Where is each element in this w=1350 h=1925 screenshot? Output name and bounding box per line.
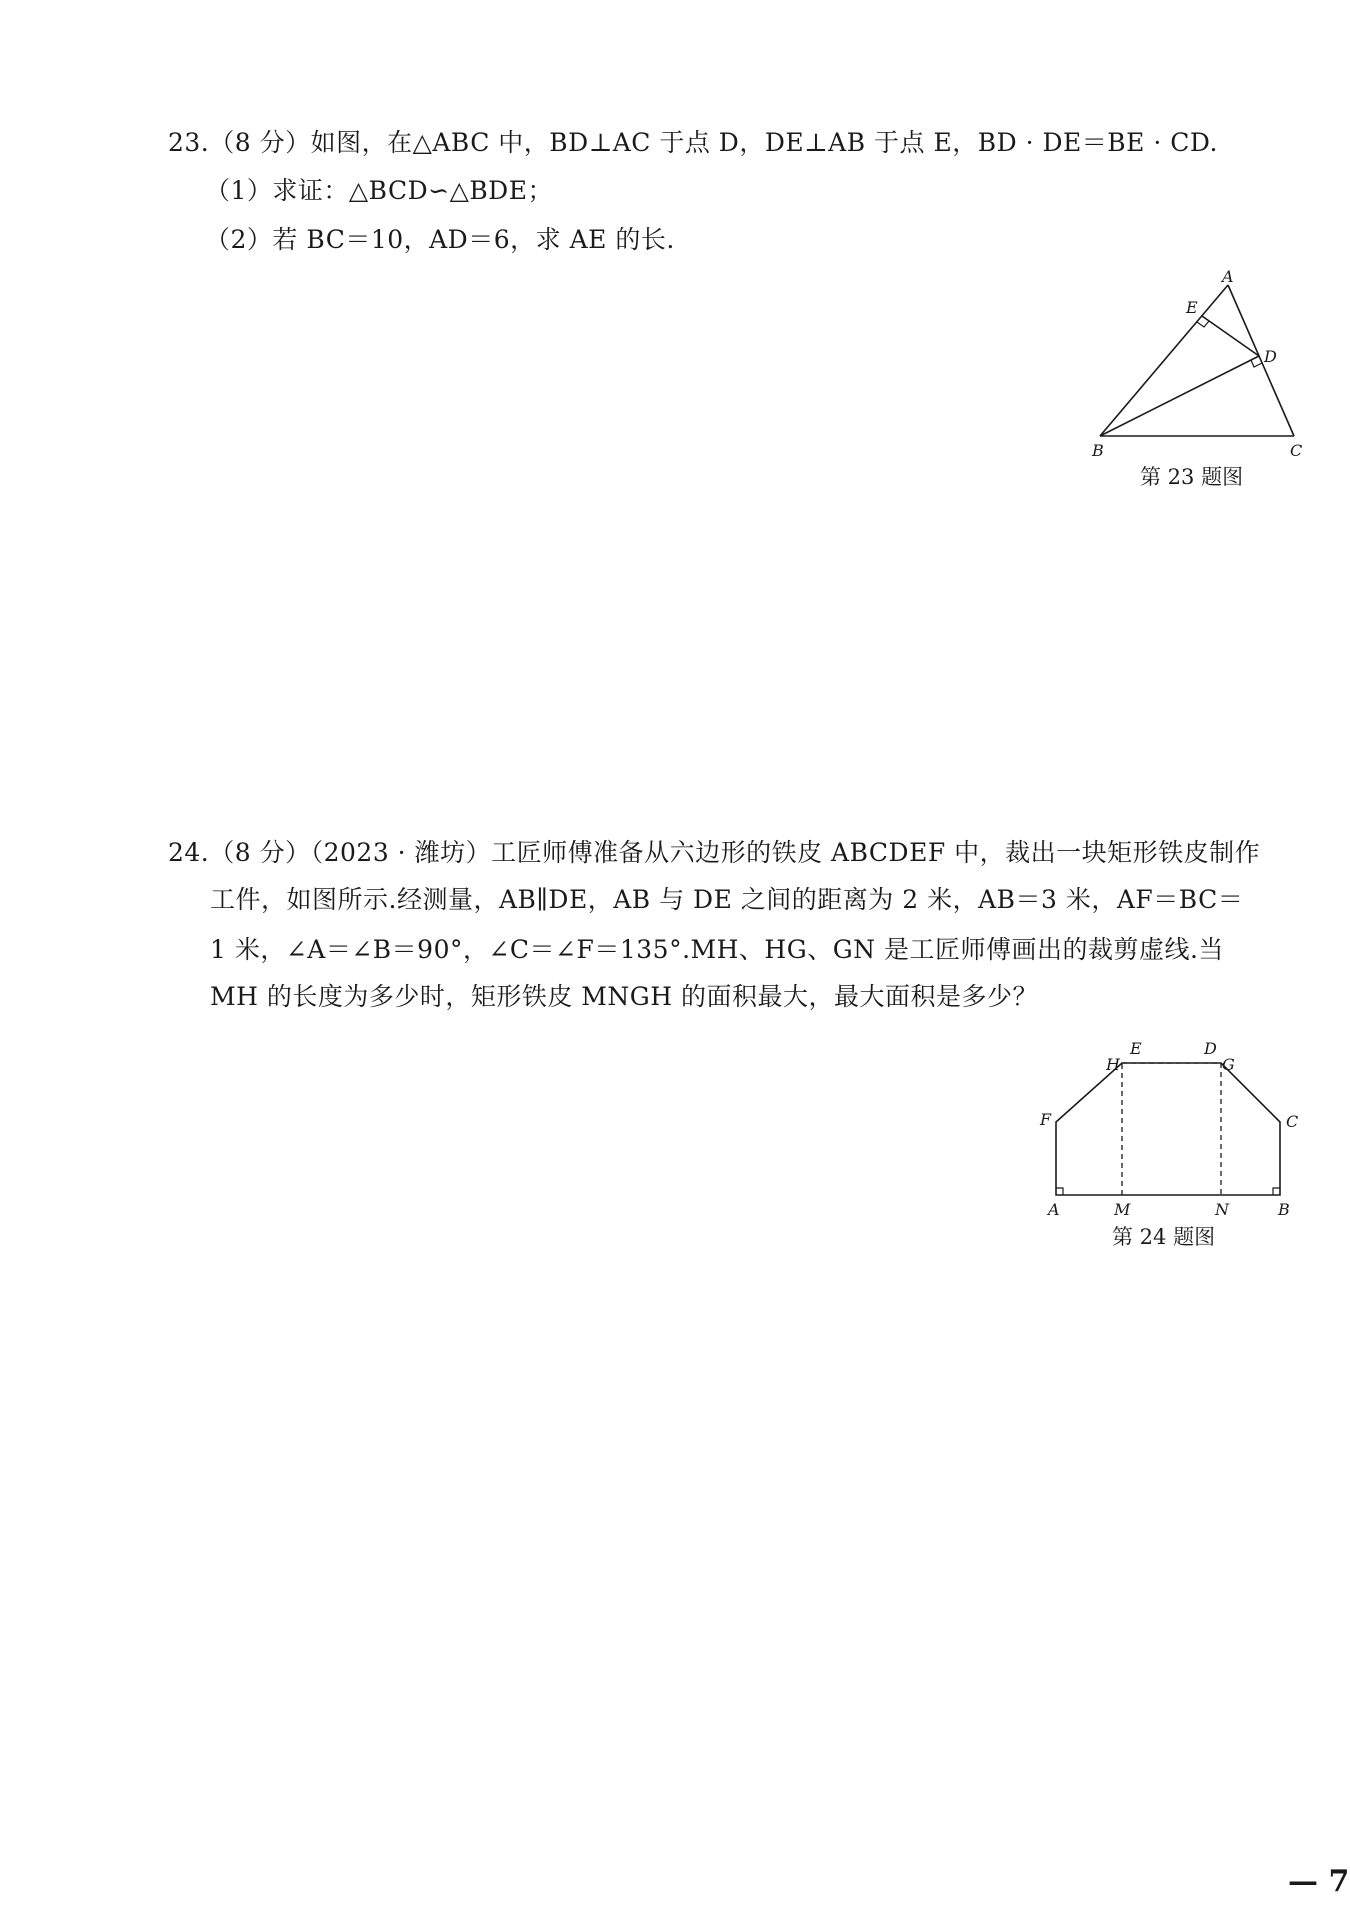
q23-label-D: D (1264, 347, 1277, 366)
right-angle-mark-D (1251, 360, 1262, 367)
q23-triangle-diagram (1080, 267, 1320, 470)
q24-label-A: A (1048, 1200, 1060, 1219)
q24-label-H: H (1106, 1055, 1120, 1074)
q24-line-2: 工件，如图所示.经测量，AB∥DE，AB 与 DE 之间的距离为 2 米，AB＝3 米，AF＝BC＝ (210, 885, 1244, 914)
q24-label-F: F (1040, 1110, 1052, 1129)
q23-label-E: E (1186, 298, 1198, 317)
hexagon-ABCDEF (1056, 1063, 1280, 1195)
q24-line-4: MH 的长度为多少时，矩形铁皮 MNGH 的面积最大，最大面积是多少？ (210, 982, 1038, 1011)
q23-figure-caption: 第 23 题图 (1140, 465, 1244, 489)
q23-label-B: B (1092, 441, 1104, 460)
q23-figure (1080, 267, 1320, 470)
q24-line-3: 1 米，∠A＝∠B＝90°，∠C＝∠F＝135°.MH、HG、GN 是工匠师傅画出的裁剪虚线.当 (210, 935, 1224, 964)
q24-line-1: 24.（8 分）（2023 · 潍坊）工匠师傅准备从六边形的铁皮 ABCDEF 中，裁出一块矩形铁皮制作 (168, 838, 1261, 867)
q24-label-D: D (1204, 1039, 1217, 1058)
right-angle-mark-E (1197, 321, 1209, 327)
q24-label-N: N (1215, 1200, 1229, 1219)
q24-label-B: B (1278, 1200, 1290, 1219)
right-angle-mark-B (1273, 1188, 1280, 1195)
q24-label-G: G (1222, 1055, 1235, 1074)
q24-hexagon-diagram (1030, 1020, 1300, 1220)
segment-BD (1100, 356, 1259, 436)
segment-AB (1100, 285, 1228, 436)
q23-part-1: （1）求证：△BCD∽△BDE； (205, 176, 553, 205)
page-number: — 7 (1288, 1864, 1350, 1899)
right-angle-mark-A (1056, 1188, 1063, 1195)
q23-label-C: C (1290, 441, 1303, 460)
segment-AC (1228, 285, 1294, 436)
q23-label-A: A (1222, 267, 1234, 286)
q23-part-2: （2）若 BC＝10，AD＝6，求 AE 的长. (205, 225, 675, 254)
q24-label-E: E (1130, 1039, 1142, 1058)
q24-figure (1030, 1020, 1300, 1220)
q24-label-M: M (1114, 1200, 1131, 1219)
q23-stem: 23.（8 分）如图，在△ABC 中，BD⊥AC 于点 D，DE⊥AB 于点 E，BD · DE＝BE · CD. (168, 128, 1218, 157)
q24-figure-caption: 第 24 题图 (1112, 1225, 1216, 1249)
q24-label-C: C (1286, 1112, 1299, 1131)
